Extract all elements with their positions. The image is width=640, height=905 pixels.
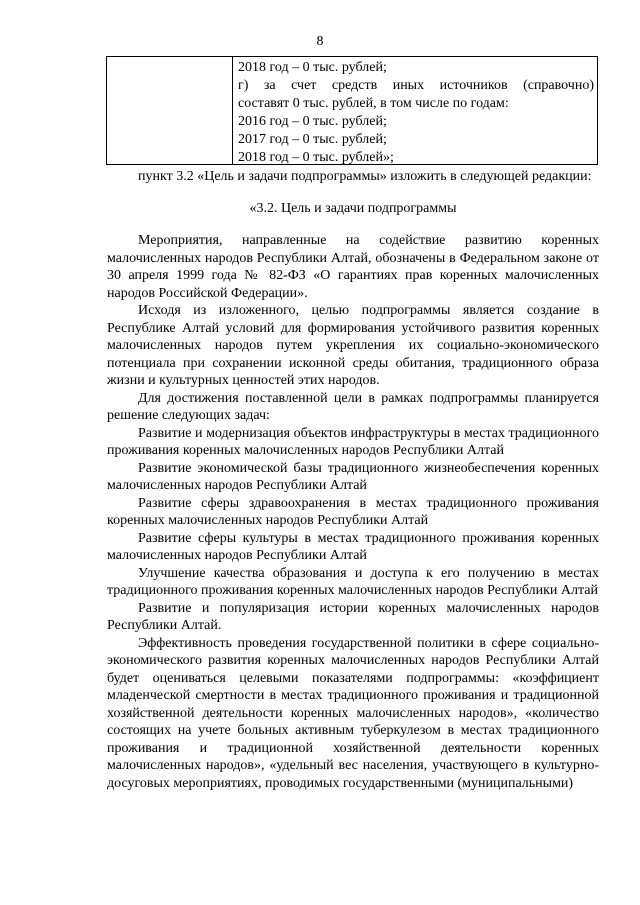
task-item: Развитие сферы здравоохранения в местах традиционного проживания коренных малочисленных народов Республики Алтай bbox=[107, 495, 599, 528]
table-line: 2017 год – 0 тыс. рублей; bbox=[238, 132, 387, 147]
task-item: Улучшение качества образования и доступа к его получению в местах традиционного проживания коренных малочисленных народов Республики Алтай bbox=[107, 565, 599, 598]
amendment-intro: пункт 3.2 «Цель и задачи подпрограммы» изложить в следующей редакции: bbox=[138, 169, 592, 184]
task-item: Развитие и популяризация истории коренных малочисленных народов Республики Алтай. bbox=[107, 600, 599, 633]
task-item: Развитие сферы культуры в местах традиционного проживания коренных малочисленных народов Республики Алтай bbox=[107, 530, 599, 563]
paragraph: Для достижения поставленной цели в рамках подпрограммы планируется решение следующих задач: bbox=[107, 390, 599, 423]
table-line: 2018 год – 0 тыс. рублей; bbox=[238, 60, 387, 75]
paragraph: Эффективность проведения государственной политики в сфере социально-экономического развития коренных малочисленных народов Республики Алтай будет оцениваться целевыми показателями подпрограммы: «коэффициент младенческой смертности в местах традиционного проживания и традиционной хозяйственной деятельности коренных малочисленных народов», «количество состоящих на учете больных активным туберкулезом в местах традиционного проживания и традиционной хозяйственной деятельности коренных малочисленных народов», «удельный вес населения, участвующего в культурно-досуговых мероприятиях, проводимых государственными (муниципальными) bbox=[107, 635, 599, 791]
task-item: Развитие и модернизация объектов инфраструктуры в местах традиционного проживания коренных малочисленных народов Республики Алтай bbox=[107, 425, 599, 458]
funding-table bbox=[106, 56, 598, 165]
table-column-divider bbox=[232, 57, 233, 164]
table-line: 2018 год – 0 тыс. рублей»; bbox=[238, 150, 394, 165]
task-item: Развитие экономической базы традиционного жизнеобеспечения коренных малочисленных народов Республики Алтай bbox=[107, 460, 599, 493]
document-body bbox=[107, 168, 599, 792]
table-line: 2016 год – 0 тыс. рублей; bbox=[238, 114, 387, 129]
paragraph: Мероприятия, направленные на содействие развитию коренных малочисленных народов Республики Алтай, обозначены в Федеральном законе от 30 апреля 1999 года № 82-ФЗ «О гарантиях прав коренных малочисленных народов Российской Федерации». bbox=[107, 233, 599, 301]
page-number: 8 bbox=[316, 34, 324, 49]
funding-table-cell bbox=[238, 59, 594, 167]
table-line: г) за счет средств иных источников (справочно) bbox=[238, 78, 594, 93]
table-line: составят 0 тыс. рублей, в том числе по годам: bbox=[238, 96, 509, 111]
paragraph: Исходя из изложенного, целью подпрограммы является создание в Республике Алтай условий для формирования устойчивого развития коренных малочисленных народов путем укрепления их социально-экономического потенциала при сохранении исконной среды обитания, традиционного образа жизни и культурных ценностей этих народов. bbox=[107, 303, 599, 388]
section-heading: «3.2. Цель и задачи подпрограммы bbox=[249, 200, 457, 216]
